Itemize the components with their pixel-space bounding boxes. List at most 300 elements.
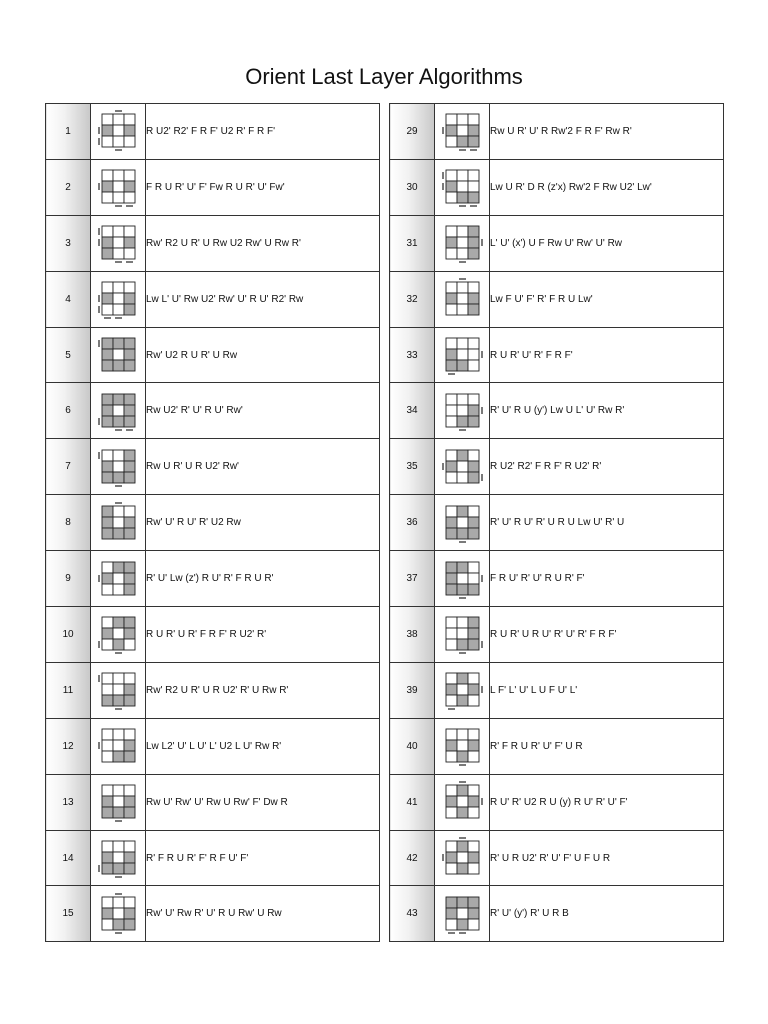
cube-sticker — [102, 852, 113, 863]
oll-cube-diagram — [441, 444, 483, 490]
cube-sticker — [468, 293, 479, 304]
cube-sticker — [113, 695, 124, 706]
algorithm-moves: Rw' U2 R U R' U Rw — [146, 327, 380, 383]
cube-diagram-cell — [435, 215, 490, 271]
algorithm-moves: R' F R U R' U' F' U R — [490, 718, 724, 774]
algorithm-number: 10 — [46, 607, 91, 663]
cube-sticker — [102, 226, 113, 237]
cube-sticker — [446, 807, 457, 818]
cube-sticker — [124, 517, 135, 528]
cube-sticker — [468, 248, 479, 259]
algorithm-row — [390, 886, 724, 942]
cube-sticker — [102, 461, 113, 472]
cube-sticker — [446, 785, 457, 796]
oll-cube-diagram — [97, 556, 139, 602]
cube-sticker — [446, 472, 457, 483]
cube-sticker — [468, 181, 479, 192]
cube-sticker — [124, 528, 135, 539]
cube-sticker — [113, 628, 124, 639]
cube-sticker — [124, 796, 135, 807]
cube-sticker — [457, 517, 468, 528]
cube-sticker — [468, 897, 479, 908]
cube-sticker — [113, 293, 124, 304]
cube-sticker — [457, 684, 468, 695]
cube-sticker — [457, 897, 468, 908]
oll-cube-diagram — [97, 835, 139, 881]
cube-sticker — [102, 136, 113, 147]
algorithm-moves: Lw U R' D R (z'x) Rw'2 F Rw U2' Lw' — [490, 159, 724, 215]
cube-sticker — [102, 785, 113, 796]
cube-diagram-cell — [91, 607, 146, 663]
cube-sticker — [113, 192, 124, 203]
cube-sticker — [102, 405, 113, 416]
cube-sticker — [124, 628, 135, 639]
cube-sticker — [468, 628, 479, 639]
cube-diagram-cell — [91, 271, 146, 327]
cube-sticker — [457, 807, 468, 818]
cube-sticker — [468, 125, 479, 136]
cube-sticker — [102, 617, 113, 628]
cube-sticker — [468, 394, 479, 405]
cube-diagram-cell — [91, 215, 146, 271]
cube-sticker — [124, 807, 135, 818]
cube-sticker — [446, 617, 457, 628]
cube-sticker — [113, 472, 124, 483]
algorithm-number: 9 — [46, 551, 91, 607]
cube-sticker — [113, 517, 124, 528]
cube-sticker — [457, 192, 468, 203]
cube-diagram-cell — [435, 830, 490, 886]
algorithm-moves: Lw L2' U' L U' L' U2 L U' Rw R' — [146, 718, 380, 774]
algorithm-row — [390, 607, 724, 663]
cube-sticker — [102, 506, 113, 517]
oll-cube-diagram — [441, 332, 483, 378]
algorithm-number: 2 — [46, 159, 91, 215]
algorithm-number: 30 — [390, 159, 435, 215]
algorithm-number: 4 — [46, 271, 91, 327]
cube-sticker — [124, 729, 135, 740]
algorithm-moves: R U R' U R' F R F' R U2' R' — [146, 607, 380, 663]
cube-sticker — [446, 684, 457, 695]
cube-sticker — [102, 282, 113, 293]
algorithm-number: 5 — [46, 327, 91, 383]
cube-sticker — [124, 114, 135, 125]
cube-sticker — [468, 673, 479, 684]
oll-cube-diagram — [441, 500, 483, 546]
cube-sticker — [124, 338, 135, 349]
cube-diagram-cell — [91, 551, 146, 607]
cube-sticker — [446, 852, 457, 863]
cube-sticker — [102, 360, 113, 371]
algorithm-number: 32 — [390, 271, 435, 327]
cube-sticker — [446, 796, 457, 807]
cube-sticker — [124, 919, 135, 930]
algorithm-row — [46, 551, 380, 607]
algorithm-row — [46, 327, 380, 383]
oll-cube-diagram — [97, 723, 139, 769]
oll-cube-diagram — [441, 388, 483, 434]
cube-sticker — [124, 248, 135, 259]
algorithm-number: 8 — [46, 495, 91, 551]
algorithm-row — [46, 718, 380, 774]
oll-cube-diagram — [441, 779, 483, 825]
algorithm-moves: Rw' R2 U R' U Rw U2 Rw' U Rw R' — [146, 215, 380, 271]
algorithm-moves: R' U R U2' R' U' F' U F U R — [490, 830, 724, 886]
cube-sticker — [124, 617, 135, 628]
cube-diagram-cell — [435, 662, 490, 718]
algorithm-row — [46, 215, 380, 271]
algorithm-moves: Rw U' Rw' U' Rw U Rw' F' Dw R — [146, 774, 380, 830]
cube-sticker — [457, 639, 468, 650]
algorithm-moves: L' U' (x') U F Rw U' Rw' U' Rw — [490, 215, 724, 271]
cube-sticker — [446, 841, 457, 852]
cube-sticker — [457, 863, 468, 874]
cube-sticker — [446, 740, 457, 751]
algorithm-number: 7 — [46, 439, 91, 495]
cube-sticker — [446, 181, 457, 192]
algorithm-row — [390, 439, 724, 495]
algorithm-number: 12 — [46, 718, 91, 774]
cube-sticker — [102, 740, 113, 751]
algorithm-moves: R' U' R U (y') Lw U L' U' Rw R' — [490, 383, 724, 439]
cube-sticker — [113, 506, 124, 517]
cube-sticker — [468, 114, 479, 125]
cube-sticker — [457, 248, 468, 259]
cube-sticker — [446, 170, 457, 181]
cube-sticker — [446, 639, 457, 650]
cube-diagram-cell — [91, 327, 146, 383]
page-title: Orient Last Layer Algorithms — [245, 63, 523, 89]
algorithm-moves: Lw F U' F' R' F R U Lw' — [490, 271, 724, 327]
algorithm-moves: F R U R' U' F' Fw R U R' U' Fw' — [146, 159, 380, 215]
algorithm-number: 31 — [390, 215, 435, 271]
oll-cube-diagram — [97, 500, 139, 546]
cube-sticker — [468, 170, 479, 181]
algorithm-moves: F R U' R' U' R U R' F' — [490, 551, 724, 607]
cube-sticker — [113, 673, 124, 684]
cube-sticker — [446, 751, 457, 762]
cube-sticker — [446, 628, 457, 639]
cube-sticker — [102, 338, 113, 349]
algorithm-moves: R U2' R2' F R F' R U2' R' — [490, 439, 724, 495]
cube-sticker — [468, 841, 479, 852]
cube-sticker — [113, 248, 124, 259]
cube-sticker — [113, 282, 124, 293]
oll-cube-diagram — [441, 611, 483, 657]
algorithm-number: 42 — [390, 830, 435, 886]
algorithm-row — [390, 662, 724, 718]
cube-sticker — [102, 919, 113, 930]
cube-sticker — [468, 472, 479, 483]
cube-sticker — [457, 573, 468, 584]
cube-sticker — [446, 517, 457, 528]
cube-sticker — [124, 506, 135, 517]
algorithm-moves: Rw' R2 U R' U R U2' R' U Rw R' — [146, 662, 380, 718]
cube-sticker — [446, 528, 457, 539]
cube-sticker — [446, 695, 457, 706]
cube-sticker — [124, 394, 135, 405]
cube-sticker — [113, 450, 124, 461]
algorithm-moves: Rw' U' R U' R' U2 Rw — [146, 495, 380, 551]
cube-sticker — [468, 573, 479, 584]
cube-sticker — [102, 472, 113, 483]
cube-sticker — [124, 450, 135, 461]
cube-sticker — [102, 562, 113, 573]
cube-sticker — [113, 584, 124, 595]
cube-sticker — [113, 405, 124, 416]
cube-sticker — [102, 304, 113, 315]
cube-sticker — [124, 226, 135, 237]
cube-sticker — [102, 394, 113, 405]
oll-cube-diagram — [441, 891, 483, 937]
cube-sticker — [457, 796, 468, 807]
cube-sticker — [468, 461, 479, 472]
cube-sticker — [113, 863, 124, 874]
algorithm-row — [390, 495, 724, 551]
cube-diagram-cell — [91, 830, 146, 886]
cube-diagram-cell — [435, 439, 490, 495]
cube-sticker — [124, 785, 135, 796]
cube-sticker — [446, 562, 457, 573]
cube-sticker — [113, 125, 124, 136]
cube-sticker — [113, 461, 124, 472]
cube-diagram-cell — [435, 495, 490, 551]
cube-sticker — [457, 394, 468, 405]
algorithm-moves: Rw U R' U' R Rw'2 F R F' Rw R' — [490, 104, 724, 160]
cube-sticker — [124, 136, 135, 147]
cube-sticker — [457, 919, 468, 930]
cube-sticker — [457, 450, 468, 461]
cube-sticker — [102, 628, 113, 639]
cube-sticker — [457, 416, 468, 427]
cube-sticker — [457, 226, 468, 237]
cube-diagram-cell — [435, 551, 490, 607]
cube-sticker — [457, 472, 468, 483]
oll-cube-diagram — [97, 276, 139, 322]
cube-sticker — [468, 528, 479, 539]
algorithm-row — [46, 104, 380, 160]
cube-sticker — [102, 695, 113, 706]
algorithm-number: 34 — [390, 383, 435, 439]
cube-sticker — [113, 170, 124, 181]
cube-sticker — [457, 304, 468, 315]
cube-sticker — [124, 897, 135, 908]
cube-sticker — [124, 125, 135, 136]
cube-diagram-cell — [435, 774, 490, 830]
cube-sticker — [102, 863, 113, 874]
cube-diagram-cell — [91, 439, 146, 495]
cube-sticker — [102, 192, 113, 203]
cube-sticker — [102, 684, 113, 695]
cube-sticker — [468, 360, 479, 371]
cube-sticker — [446, 248, 457, 259]
cube-sticker — [113, 919, 124, 930]
algorithm-row — [390, 830, 724, 886]
algorithm-row — [46, 830, 380, 886]
cube-sticker — [124, 170, 135, 181]
cube-sticker — [102, 807, 113, 818]
cube-sticker — [446, 360, 457, 371]
cube-sticker — [446, 919, 457, 930]
cube-diagram-cell — [91, 886, 146, 942]
cube-sticker — [124, 416, 135, 427]
algorithm-number: 13 — [46, 774, 91, 830]
cube-sticker — [468, 863, 479, 874]
algorithm-row — [46, 607, 380, 663]
left-algorithm-table — [45, 103, 380, 942]
oll-cube-diagram — [97, 444, 139, 490]
cube-sticker — [113, 852, 124, 863]
cube-diagram-cell — [91, 104, 146, 160]
cube-sticker — [468, 338, 479, 349]
cube-sticker — [468, 237, 479, 248]
algorithm-moves: R' F R U R' F' R F U' F' — [146, 830, 380, 886]
cube-diagram-cell — [91, 662, 146, 718]
cube-sticker — [102, 897, 113, 908]
oll-cube-diagram — [97, 891, 139, 937]
algorithm-moves: Rw U2' R' U' R U' Rw' — [146, 383, 380, 439]
algorithm-moves: L F' L' U' L U F U' L' — [490, 662, 724, 718]
cube-sticker — [124, 282, 135, 293]
cube-sticker — [457, 908, 468, 919]
cube-sticker — [457, 181, 468, 192]
cube-diagram-cell — [91, 495, 146, 551]
cube-sticker — [124, 673, 135, 684]
algorithm-row — [46, 439, 380, 495]
oll-cube-diagram — [441, 164, 483, 210]
algorithm-moves: Rw U R' U R U2' Rw' — [146, 439, 380, 495]
cube-sticker — [113, 360, 124, 371]
cube-sticker — [468, 416, 479, 427]
cube-sticker — [457, 237, 468, 248]
cube-sticker — [457, 360, 468, 371]
cube-sticker — [468, 282, 479, 293]
cube-sticker — [124, 293, 135, 304]
cube-sticker — [457, 628, 468, 639]
cube-sticker — [102, 528, 113, 539]
cube-sticker — [113, 394, 124, 405]
algorithm-row — [46, 159, 380, 215]
algorithm-number: 39 — [390, 662, 435, 718]
cube-sticker — [102, 416, 113, 427]
cube-sticker — [102, 908, 113, 919]
cube-sticker — [102, 639, 113, 650]
cube-sticker — [457, 506, 468, 517]
cube-sticker — [457, 282, 468, 293]
algorithm-number: 36 — [390, 495, 435, 551]
cube-sticker — [446, 584, 457, 595]
cube-sticker — [113, 740, 124, 751]
oll-cube-diagram — [97, 611, 139, 657]
cube-sticker — [457, 852, 468, 863]
cube-sticker — [468, 684, 479, 695]
cube-sticker — [446, 394, 457, 405]
algorithm-number: 15 — [46, 886, 91, 942]
cube-diagram-cell — [435, 607, 490, 663]
cube-sticker — [102, 573, 113, 584]
algorithm-number: 3 — [46, 215, 91, 271]
cube-sticker — [446, 136, 457, 147]
cube-sticker — [468, 751, 479, 762]
cube-sticker — [446, 349, 457, 360]
cube-sticker — [124, 237, 135, 248]
cube-sticker — [124, 908, 135, 919]
cube-sticker — [468, 450, 479, 461]
algorithm-number: 14 — [46, 830, 91, 886]
cube-sticker — [446, 304, 457, 315]
cube-diagram-cell — [91, 718, 146, 774]
cube-diagram-cell — [435, 383, 490, 439]
oll-cube-diagram — [97, 220, 139, 266]
algorithm-number: 43 — [390, 886, 435, 942]
cube-sticker — [468, 796, 479, 807]
algorithm-moves: Lw L' U' Rw U2' Rw' U' R U' R2' Rw — [146, 271, 380, 327]
oll-cube-diagram — [97, 667, 139, 713]
cube-sticker — [457, 751, 468, 762]
cube-diagram-cell — [91, 774, 146, 830]
algorithm-moves: R' U' R U' R' U R U Lw U' R' U — [490, 495, 724, 551]
cube-sticker — [124, 852, 135, 863]
cube-sticker — [446, 416, 457, 427]
cube-sticker — [457, 349, 468, 360]
cube-sticker — [457, 338, 468, 349]
oll-cube-diagram — [441, 835, 483, 881]
cube-diagram-cell — [435, 327, 490, 383]
cube-sticker — [124, 639, 135, 650]
algorithm-row — [390, 383, 724, 439]
cube-sticker — [113, 785, 124, 796]
right-algorithm-table — [389, 103, 724, 942]
algorithm-number: 41 — [390, 774, 435, 830]
oll-cube-diagram — [441, 220, 483, 266]
cube-sticker — [102, 349, 113, 360]
cube-sticker — [124, 562, 135, 573]
cube-sticker — [468, 695, 479, 706]
cube-sticker — [457, 528, 468, 539]
cube-sticker — [102, 237, 113, 248]
cube-sticker — [446, 226, 457, 237]
cube-sticker — [446, 450, 457, 461]
algorithm-moves: R' U' (y') R' U R B — [490, 886, 724, 942]
cube-diagram-cell — [435, 718, 490, 774]
cube-sticker — [124, 304, 135, 315]
cube-sticker — [113, 416, 124, 427]
cube-sticker — [102, 181, 113, 192]
cube-sticker — [113, 897, 124, 908]
cube-sticker — [468, 517, 479, 528]
cube-sticker — [468, 908, 479, 919]
cube-sticker — [457, 695, 468, 706]
cube-sticker — [446, 729, 457, 740]
cube-sticker — [468, 226, 479, 237]
cube-sticker — [102, 796, 113, 807]
algorithm-moves: R' U' Lw (z') R U' R' F R U R' — [146, 551, 380, 607]
cube-sticker — [446, 461, 457, 472]
cube-diagram-cell — [435, 159, 490, 215]
cube-sticker — [468, 405, 479, 416]
algorithm-row — [390, 104, 724, 160]
oll-cube-diagram — [97, 164, 139, 210]
cube-sticker — [457, 584, 468, 595]
cube-sticker — [468, 852, 479, 863]
cube-sticker — [102, 584, 113, 595]
cube-sticker — [124, 584, 135, 595]
cube-sticker — [113, 729, 124, 740]
cube-sticker — [446, 506, 457, 517]
cube-sticker — [113, 237, 124, 248]
cube-sticker — [113, 841, 124, 852]
cube-sticker — [124, 192, 135, 203]
